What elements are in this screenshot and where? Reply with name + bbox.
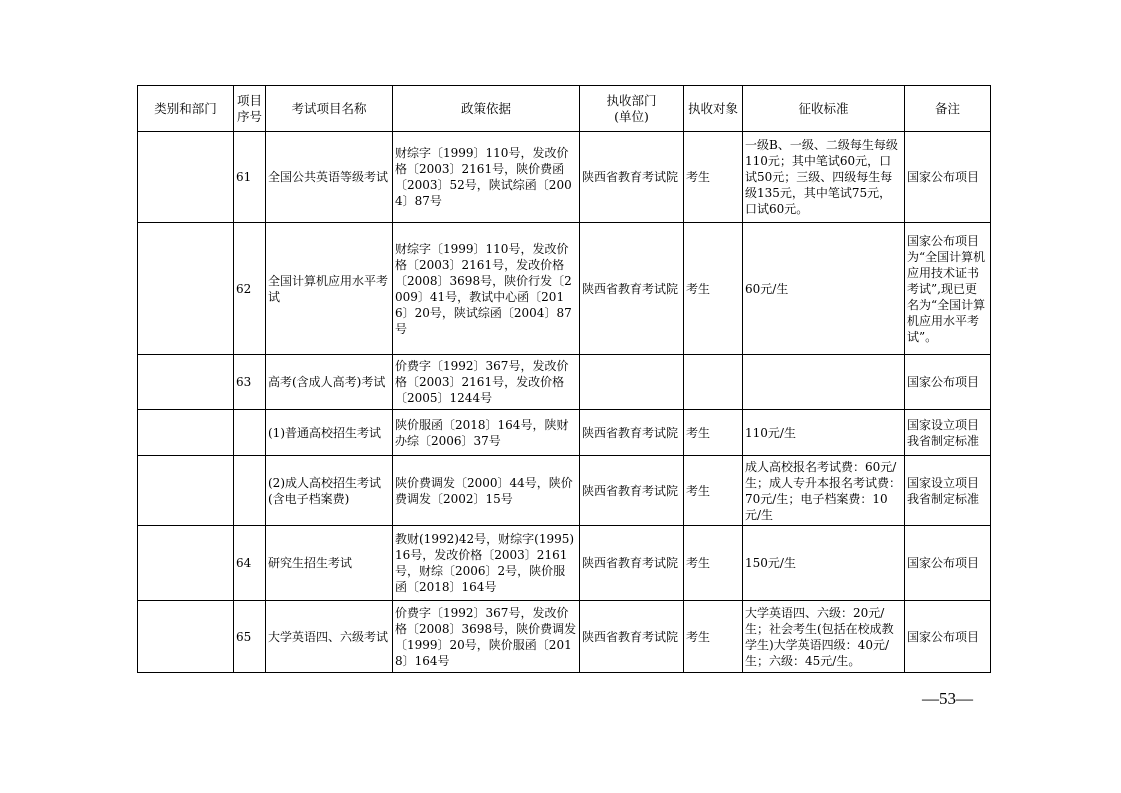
header-category: 类别和部门 — [138, 86, 234, 132]
cell-remark: 国家公布项目 — [905, 601, 991, 673]
cell-seq — [234, 410, 266, 456]
cell-dept: 陕西省教育考试院 — [580, 526, 684, 601]
cell-category — [138, 456, 234, 526]
cell-name: 全国公共英语等级考试 — [266, 132, 393, 223]
cell-payer: 考生 — [684, 223, 743, 355]
table-row — [138, 526, 991, 601]
cell-remark: 国家设立项目我省制定标准 — [905, 456, 991, 526]
header-payer: 执收对象 — [684, 86, 743, 132]
cell-standard: 60元/生 — [743, 223, 905, 355]
cell-standard: 110元/生 — [743, 410, 905, 456]
cell-standard: 大学英语四、六级：20元/生；社会考生(包括在校成教学生)大学英语四级：40元/生；六级：45元/生。 — [743, 601, 905, 673]
table-row — [138, 410, 991, 456]
cell-seq: 61 — [234, 132, 266, 223]
cell-seq: 62 — [234, 223, 266, 355]
cell-remark: 国家公布项目为“全国计算机应用技术证书考试”,现已更名为“全国计算机应用水平考试”。 — [905, 223, 991, 355]
table-row — [138, 601, 991, 673]
cell-dept: 陕西省教育考试院 — [580, 223, 684, 355]
cell-seq — [234, 456, 266, 526]
cell-name: 研究生招生考试 — [266, 526, 393, 601]
header-seq: 项目序号 — [234, 86, 266, 132]
cell-basis: 价费字〔1992〕367号，发改价格〔2003〕2161号，发改价格〔2005〕1244号 — [393, 355, 580, 410]
cell-name: (1)普通高校招生考试 — [266, 410, 393, 456]
cell-name: (2)成人高校招生考试(含电子档案费) — [266, 456, 393, 526]
cell-basis: 教财(1992)42号，财综字(1995)16号，发改价格〔2003〕2161号，财综〔2006〕2号，陕价服函〔2018〕164号 — [393, 526, 580, 601]
cell-standard: 成人高校报名考试费：60元/生；成人专升本报名考试费：70元/生；电子档案费：10元/生 — [743, 456, 905, 526]
header-name: 考试项目名称 — [266, 86, 393, 132]
cell-dept: 陕西省教育考试院 — [580, 410, 684, 456]
header-dept-line1: 执收部门 — [606, 92, 657, 108]
cell-basis: 财综字〔1999〕110号，发改价格〔2003〕2161号，陕价费函〔2003〕52号，陕试综函〔2004〕87号 — [393, 132, 580, 223]
cell-name: 全国计算机应用水平考试 — [266, 223, 393, 355]
cell-basis: 价费字〔1992〕367号，发改价格〔2008〕3698号，陕价费调发〔1999〕20号，陕价服函〔2018〕164号 — [393, 601, 580, 673]
cell-payer: 考生 — [684, 526, 743, 601]
cell-category — [138, 355, 234, 410]
header-standard: 征收标准 — [743, 86, 905, 132]
cell-category — [138, 526, 234, 601]
cell-standard: 一级B、一级、二级每生每级110元；其中笔试60元，口试50元；三级、四级每生每级135元，其中笔试75元，口试60元。 — [743, 132, 905, 223]
cell-category — [138, 410, 234, 456]
cell-category — [138, 601, 234, 673]
cell-category — [138, 223, 234, 355]
cell-dept — [580, 355, 684, 410]
cell-dept: 陕西省教育考试院 — [580, 456, 684, 526]
fee-table — [137, 85, 991, 673]
header-dept — [580, 86, 684, 132]
header-basis: 政策依据 — [393, 86, 580, 132]
cell-name: 大学英语四、六级考试 — [266, 601, 393, 673]
cell-remark: 国家公布项目 — [905, 355, 991, 410]
cell-remark: 国家公布项目 — [905, 132, 991, 223]
cell-basis: 陕价费调发〔2000〕44号，陕价费调发〔2002〕15号 — [393, 456, 580, 526]
cell-name: 高考(含成人高考)考试 — [266, 355, 393, 410]
cell-payer: 考生 — [684, 410, 743, 456]
cell-seq: 64 — [234, 526, 266, 601]
cell-dept: 陕西省教育考试院 — [580, 132, 684, 223]
cell-seq: 65 — [234, 601, 266, 673]
cell-basis: 财综字〔1999〕110号，发改价格〔2003〕2161号，发改价格〔2008〕3698号，陕价行发〔2009〕41号，教试中心函〔2016〕20号，陕试综函〔2004〕87号 — [393, 223, 580, 355]
cell-dept: 陕西省教育考试院 — [580, 601, 684, 673]
cell-payer — [684, 355, 743, 410]
header-row — [138, 86, 991, 132]
cell-seq: 63 — [234, 355, 266, 410]
cell-basis: 陕价服函〔2018〕164号，陕财办综〔2006〕37号 — [393, 410, 580, 456]
cell-remark: 国家设立项目我省制定标准 — [905, 410, 991, 456]
cell-standard: 150元/生 — [743, 526, 905, 601]
cell-standard — [743, 355, 905, 410]
table-row — [138, 456, 991, 526]
page-number: —53— — [922, 689, 973, 708]
header-dept-line2: (单位) — [614, 108, 649, 124]
table-row — [138, 132, 991, 223]
table-row — [138, 223, 991, 355]
cell-remark: 国家公布项目 — [905, 526, 991, 601]
table-row — [138, 355, 991, 410]
header-remark: 备注 — [905, 86, 991, 132]
cell-payer: 考生 — [684, 601, 743, 673]
cell-payer: 考生 — [684, 456, 743, 526]
cell-payer: 考生 — [684, 132, 743, 223]
cell-category — [138, 132, 234, 223]
